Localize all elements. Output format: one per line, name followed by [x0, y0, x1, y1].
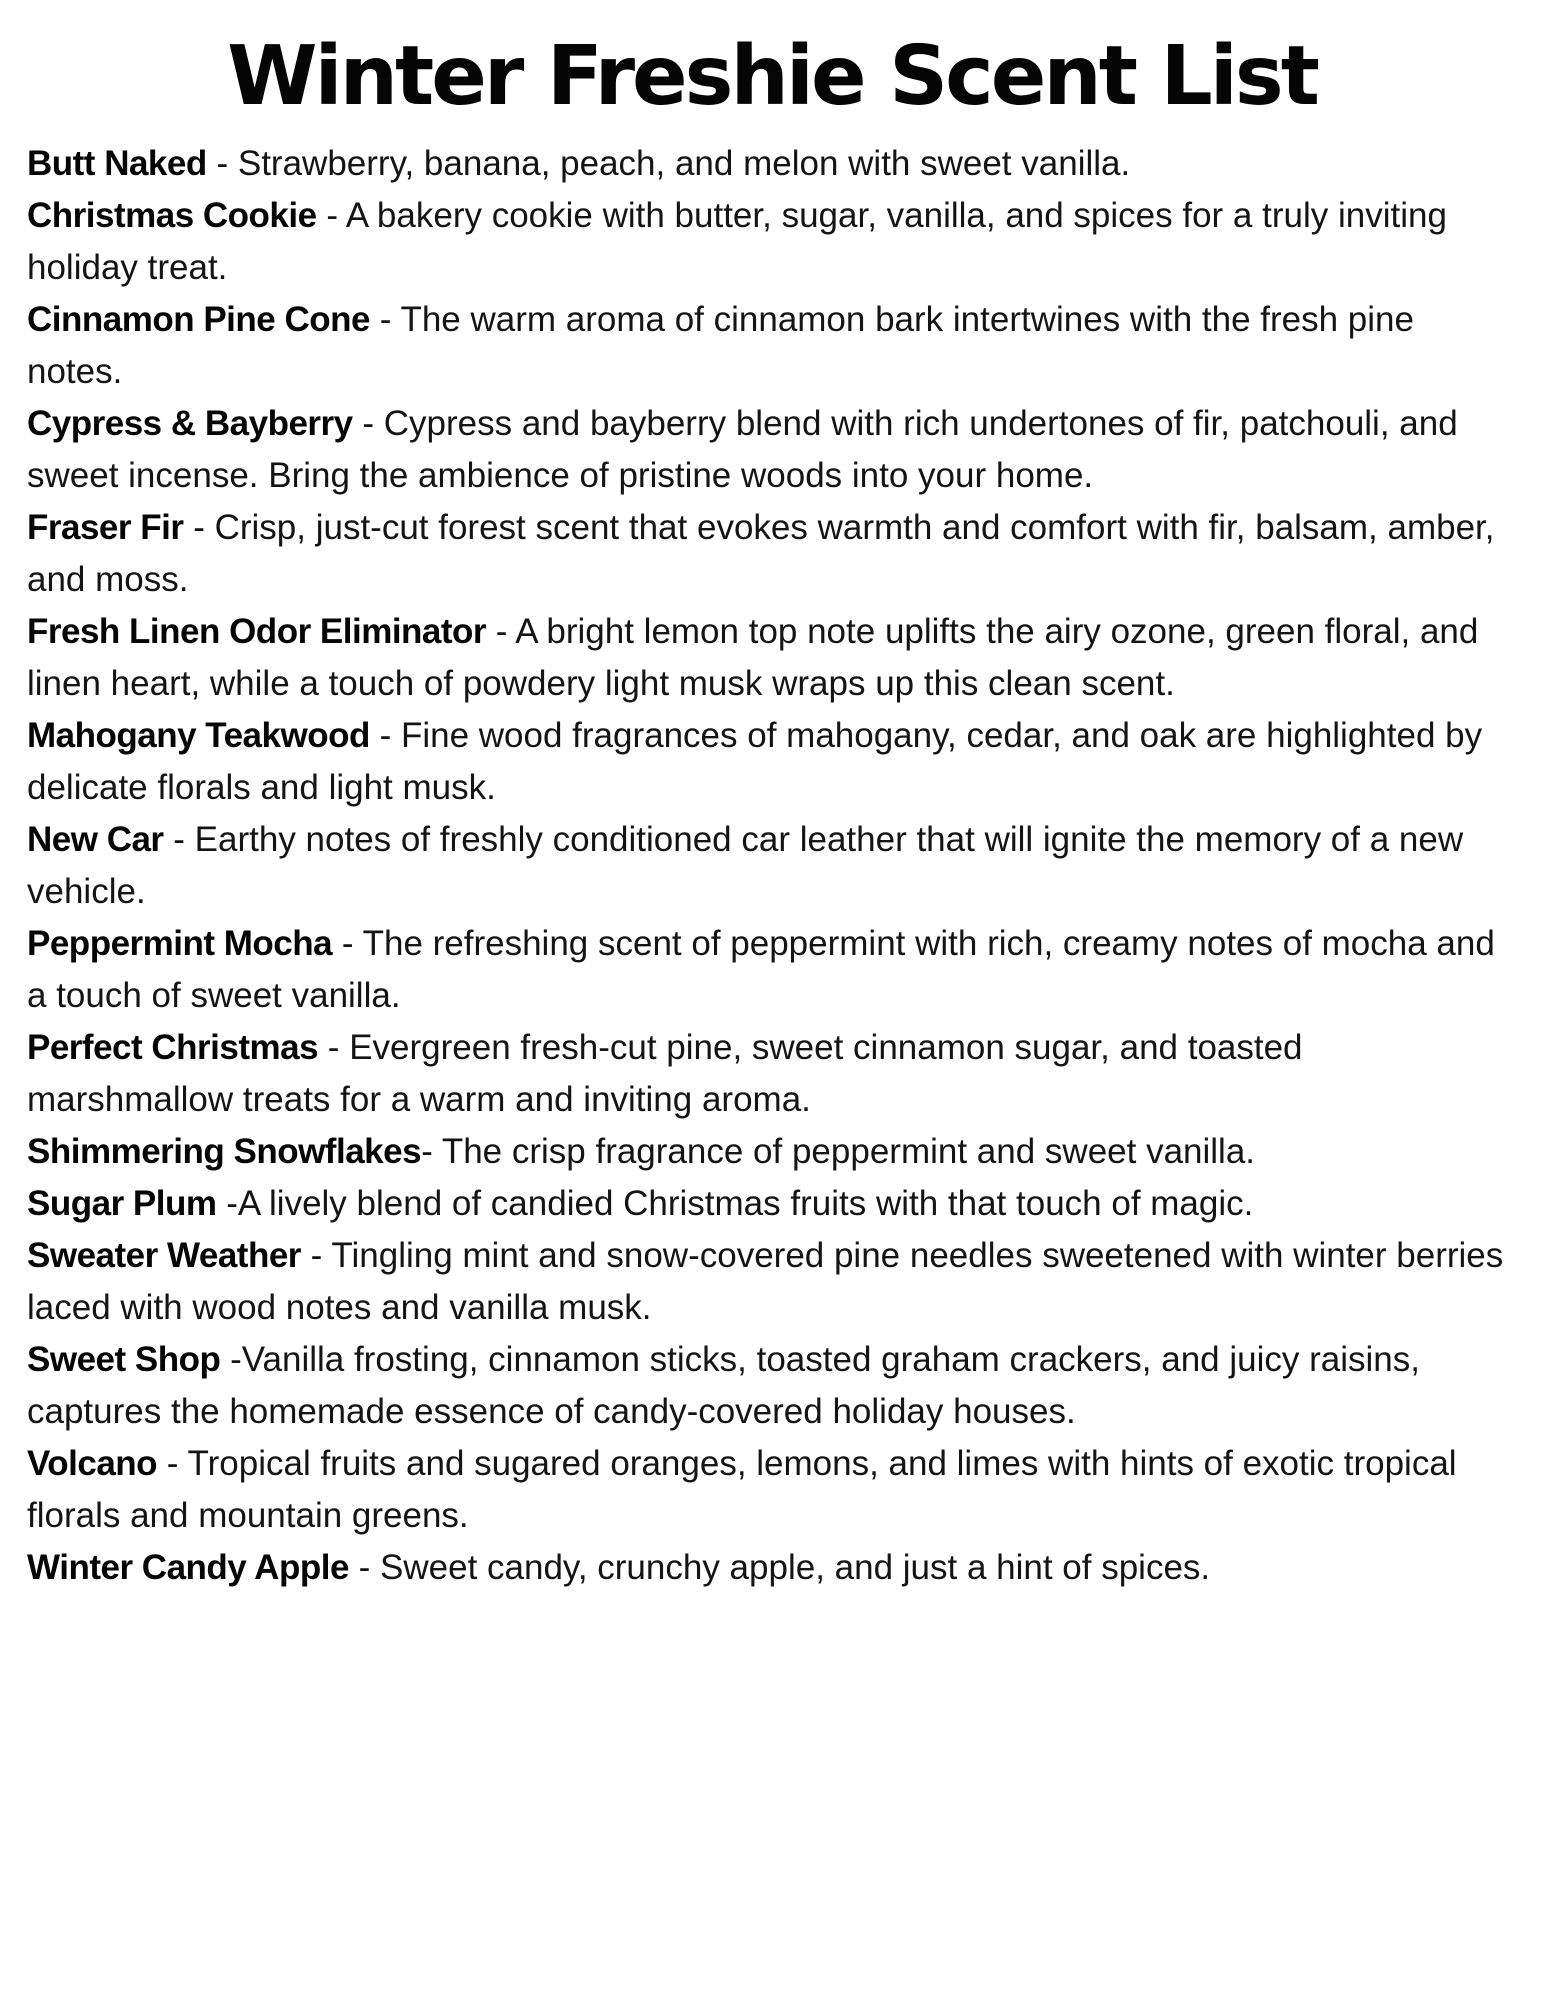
- scent-name: New Car: [27, 820, 164, 860]
- scent-description: Vanilla frosting, cinnamon sticks, toasted graham crackers, and juicy raisins, captures the homemade essence of candy-covered holiday houses.: [27, 1340, 1420, 1432]
- page-title: Winter Freshie Scent List: [227, 29, 1317, 124]
- scent-description: A bright lemon top note uplifts the airy ozone, green floral, and linen heart, while a touch of powdery light musk wraps up this clean scent.: [27, 612, 1479, 704]
- scent-item: [27, 1178, 1517, 1230]
- scent-item: [27, 294, 1517, 398]
- scent-item: [27, 814, 1517, 918]
- scent-separator: -: [486, 612, 516, 652]
- scent-item: [27, 1022, 1517, 1126]
- scent-item: [27, 606, 1517, 710]
- scent-name: Sugar Plum: [27, 1184, 217, 1224]
- scent-description: Tingling mint and snow-covered pine needles sweetened with winter berries laced with wood notes and vanilla musk.: [27, 1236, 1504, 1328]
- scent-description: Cypress and bayberry blend with rich undertones of fir, patchouli, and sweet incense. Bring the ambience of pristine woods into your home.: [27, 404, 1458, 496]
- scent-description: The crisp fragrance of peppermint and sweet vanilla.: [441, 1132, 1256, 1172]
- scent-description: The refreshing scent of peppermint with rich, creamy notes of mocha and a touch of sweet vanilla.: [27, 924, 1495, 1016]
- scent-name: Shimmering Snowflakes: [27, 1132, 422, 1172]
- scent-name: Mahogany Teakwood: [27, 716, 370, 756]
- scent-item: [27, 502, 1517, 606]
- scent-name: Cypress & Bayberry: [27, 404, 353, 444]
- scent-item: [27, 1542, 1517, 1594]
- scent-description: Strawberry, banana, peach, and melon with sweet vanilla.: [237, 144, 1131, 184]
- scent-item: [27, 1438, 1517, 1542]
- scent-name: Sweater Weather: [27, 1236, 301, 1276]
- scent-description: A bakery cookie with butter, sugar, vanilla, and spices for a truly inviting holiday treat.: [27, 196, 1447, 288]
- scent-name: Butt Naked: [27, 144, 207, 184]
- scent-separator: -: [220, 1340, 242, 1380]
- scent-separator: -: [206, 144, 238, 184]
- scent-separator: -: [421, 1132, 442, 1172]
- scent-separator: -: [316, 196, 346, 236]
- scent-separator: -: [157, 1444, 188, 1484]
- scent-separator: -: [369, 716, 401, 756]
- scent-description: Evergreen fresh-cut pine, sweet cinnamon sugar, and toasted marshmallow treats for a warm and inviting aroma.: [27, 1028, 1303, 1120]
- scent-item: [27, 710, 1517, 814]
- scent-item: [27, 138, 1517, 190]
- scent-separator: -: [216, 1184, 238, 1224]
- scent-separator: -: [163, 820, 195, 860]
- scent-name: Perfect Christmas: [27, 1028, 319, 1068]
- scent-name: Winter Candy Apple: [27, 1548, 349, 1588]
- scent-item: [27, 190, 1517, 294]
- scent-name: Peppermint Mocha: [27, 924, 333, 964]
- scent-description: Tropical fruits and sugared oranges, lemons, and limes with hints of exotic tropical florals and mountain greens.: [27, 1444, 1457, 1536]
- scent-name: Christmas Cookie: [27, 196, 317, 236]
- scent-name: Fraser Fir: [27, 508, 184, 548]
- scent-description: A lively blend of candied Christmas fruits with that touch of magic.: [237, 1184, 1254, 1224]
- scent-name: Cinnamon Pine Cone: [27, 300, 370, 340]
- scent-separator: -: [369, 300, 401, 340]
- scent-description: Sweet candy, crunchy apple, and just a hint of spices.: [380, 1548, 1211, 1588]
- scent-description: Fine wood fragrances of mahogany, cedar, and oak are highlighted by delicate florals and light musk.: [27, 716, 1483, 808]
- scent-separator: -: [348, 1548, 381, 1588]
- scent-description: Crisp, just-cut forest scent that evokes warmth and comfort with fir, balsam, amber, and moss.: [27, 508, 1495, 600]
- scent-separator: -: [352, 404, 384, 444]
- scent-item: [27, 1334, 1517, 1438]
- scent-item: [27, 1230, 1517, 1334]
- scent-separator: -: [300, 1236, 332, 1276]
- scent-separator: -: [183, 508, 215, 548]
- scent-name: Sweet Shop: [27, 1340, 221, 1380]
- scent-name: Fresh Linen Odor Eliminator: [27, 612, 487, 652]
- scent-description: The warm aroma of cinnamon bark intertwines with the fresh pine notes.: [27, 300, 1414, 392]
- scent-separator: -: [318, 1028, 350, 1068]
- scent-description: Earthy notes of freshly conditioned car leather that will ignite the memory of a new vehicle.: [27, 820, 1464, 912]
- scent-item: [27, 1126, 1517, 1178]
- scent-item: [27, 398, 1517, 502]
- scent-separator: -: [332, 924, 363, 964]
- scent-name: Volcano: [27, 1444, 158, 1484]
- scent-list: [27, 138, 1517, 1594]
- scent-item: [27, 918, 1517, 1022]
